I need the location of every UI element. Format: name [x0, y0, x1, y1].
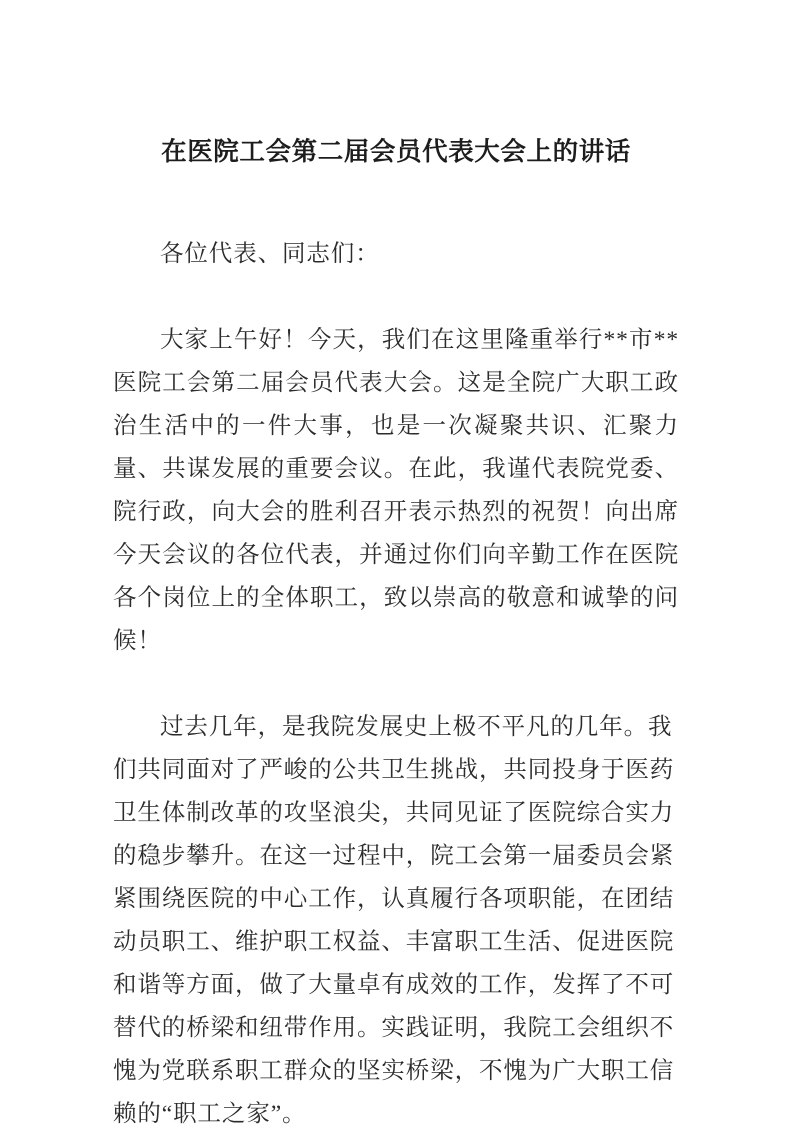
body-paragraph-2: 过去几年，是我院发展史上极不平凡的几年。我们共同面对了严峻的公共卫生挑战，共同投身于医药卫生体制改革的攻坚浪尖，共同见证了医院综合实力的稳步攀升。在这一过程中，院工会第一届委员会紧紧围绕医院的中心工作，认真履行各项职能，在团结动员职工、维护职工权益、丰富职工生活、促进医院和谐等方面，做了大量卓有成效的工作，发挥了不可替代的桥梁和纽带作用。实践证明，我院工会组织不愧为党联系职工群众的坚实桥梁，不愧为广大职工信赖的“职工之家”。: [113, 714, 675, 1127]
title-spacer: [113, 173, 679, 233]
paragraph-gap: [113, 276, 679, 319]
document-body: [113, 0, 679, 1136]
body-paragraph-1: 大家上午好！今天，我们在这里隆重举行**市**医院工会第二届会员代表大会。这是全院广大职工政治生活中的一件大事，也是一次凝聚共识、汇聚力量、共谋发展的重要会议。在此，我谨代表院党委、院行政，向大会的胜利召开表示热烈的祝贺！向出席今天会议的各位代表，并通过你们向辛勤工作在医院各个岗位上的全体职工，致以崇高的敬意和诚挚的问候！: [113, 327, 679, 654]
page-title: 在医院工会第二届会员代表大会上的讲话: [161, 137, 631, 166]
salutation-line: 各位代表、同志们：: [160, 241, 380, 267]
paragraph-gap: [113, 663, 679, 706]
